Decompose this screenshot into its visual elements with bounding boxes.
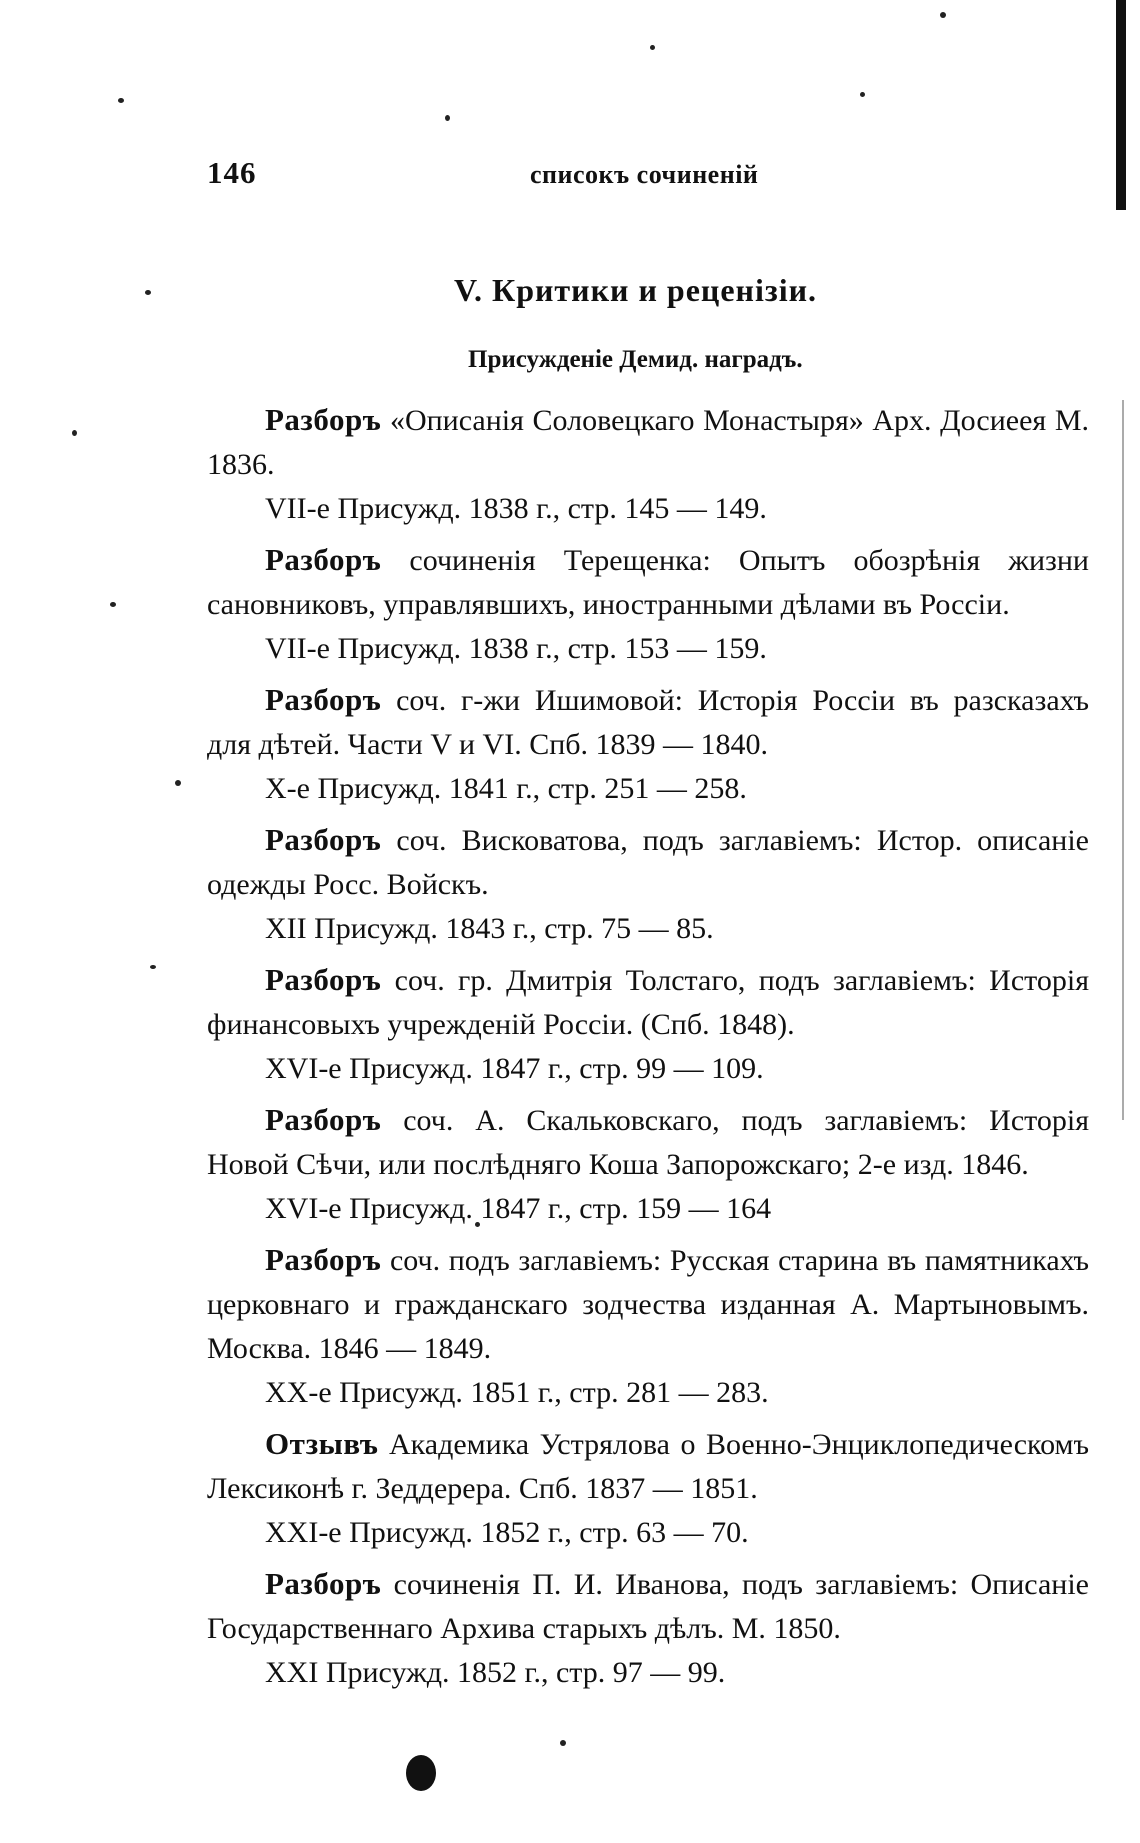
- entry-body: [207, 398, 1089, 487]
- entry-text: «Описанія Соловецкаго Монастыря» Арх. Досиеея М. 1836.: [207, 404, 1089, 481]
- entry-text: соч. подъ заглавіемъ: Русская старина въ памятникахъ церковнаго и гражданскаго зодчества изданная А. Мартыновымъ. Москва. 1846 — 1849.: [207, 1244, 1090, 1365]
- entry-lead-word: Разборъ: [265, 682, 382, 717]
- entry-body: [207, 818, 1089, 907]
- entry-body: [207, 1098, 1089, 1187]
- running-head: списокъ сочиненій: [530, 160, 759, 189]
- bibliography-entry: [207, 398, 1089, 531]
- section-title: V. Критики и реценізіи.: [454, 272, 818, 308]
- bibliography-entry: [207, 1238, 1089, 1415]
- bibliography-entry: [207, 1098, 1089, 1231]
- award-reference: VII-е Присужд. 1838 г., стр. 145 — 149.: [265, 492, 767, 525]
- award-reference: XVI-е Присужд. 1847 г., стр. 99 — 109.: [265, 1052, 764, 1085]
- scan-speck: [560, 1740, 566, 1746]
- scan-edge-shadow: [1116, 0, 1126, 210]
- scan-speck: [650, 45, 655, 50]
- award-reference: VII-е Присужд. 1838 г., стр. 153 — 159.: [265, 632, 767, 665]
- bibliography-list: [207, 398, 1089, 1702]
- entry-text: сочиненія П. И. Иванова, подъ заглавіемъ: Описаніе Государственнаго Архива старыхъ дѣлъ. М. 1850.: [207, 1568, 1089, 1645]
- scan-speck: [150, 965, 156, 969]
- award-reference: XXI-е Присужд. 1852 г., стр. 63 — 70.: [265, 1516, 749, 1549]
- bibliography-entry: [207, 1562, 1089, 1695]
- bibliography-entry: [207, 678, 1089, 811]
- scan-speck: [118, 98, 124, 103]
- scan-speck: [72, 430, 77, 436]
- award-reference: XVI-е Присужд. 1847 г., стр. 159 — 164: [265, 1192, 772, 1225]
- award-reference: XII Присужд. 1843 г., стр. 75 — 85.: [265, 912, 714, 945]
- scan-speck: [940, 12, 946, 18]
- scan-speck: [445, 115, 450, 121]
- scan-speck: [175, 780, 181, 786]
- entry-lead-word: Разборъ: [265, 1242, 382, 1277]
- entry-body: [207, 1238, 1089, 1371]
- bibliography-entry: [207, 958, 1089, 1091]
- award-reference: X-е Присужд. 1841 г., стр. 251 — 258.: [265, 772, 747, 805]
- page-number: 146: [207, 155, 257, 190]
- entry-text: сочиненія Терещенка: Опытъ обозрѣнія жизни сановниковъ, управлявшихъ, иностранными дѣлами въ Россіи.: [207, 544, 1089, 621]
- scan-speck: [145, 290, 151, 295]
- entry-text: соч. Висковатова, подъ заглавіемъ: Истор. описаніе одежды Росс. Войскъ.: [207, 824, 1089, 901]
- entry-text: соч. А. Скальковскаго, подъ заглавіемъ: Исторія Новой Сѣчи, или послѣдняго Коша Запорожскаго; 2-е изд. 1846.: [207, 1104, 1089, 1181]
- subsection-title: Присужденіе Демид. наградъ.: [468, 346, 803, 373]
- entry-lead-word: Разборъ: [265, 542, 382, 577]
- entry-body: [207, 1562, 1089, 1651]
- entry-lead-word: Разборъ: [265, 1566, 382, 1601]
- bibliography-entry: [207, 538, 1089, 671]
- scan-speck: [110, 602, 116, 607]
- entry-body: [207, 538, 1089, 627]
- entry-body: [207, 1422, 1089, 1511]
- ink-blot: [406, 1755, 436, 1791]
- entry-body: [207, 958, 1089, 1047]
- entry-lead-word: Разборъ: [265, 822, 382, 857]
- bibliography-entry: [207, 1422, 1089, 1555]
- entry-lead-word: Разборъ: [265, 962, 382, 997]
- entry-text: соч. г-жи Ишимовой: Исторія Россіи въ разсказахъ для дѣтей. Части V и VI. Спб. 1839 — 1840.: [207, 684, 1090, 761]
- scan-speck: [860, 92, 865, 97]
- award-reference: XX-е Присужд. 1851 г., стр. 281 — 283.: [265, 1376, 769, 1409]
- scan-margin-line: [1122, 400, 1124, 1120]
- entry-lead-word: Разборъ: [265, 402, 382, 437]
- entry-text: Академика Устрялова о Военно-Энциклопедическомъ Лексиконѣ г. Зеддерера. Спб. 1837 — 1851.: [207, 1428, 1090, 1505]
- award-reference: XXI Присужд. 1852 г., стр. 97 — 99.: [265, 1656, 726, 1689]
- bibliography-entry: [207, 818, 1089, 951]
- entry-lead-word: Отзывъ: [265, 1426, 379, 1461]
- entry-lead-word: Разборъ: [265, 1102, 382, 1137]
- entry-body: [207, 678, 1089, 767]
- entry-text: соч. гр. Дмитрія Толстаго, подъ заглавіемъ: Исторія финансовыхъ учрежденій Россіи. (Спб. 1848).: [207, 964, 1090, 1041]
